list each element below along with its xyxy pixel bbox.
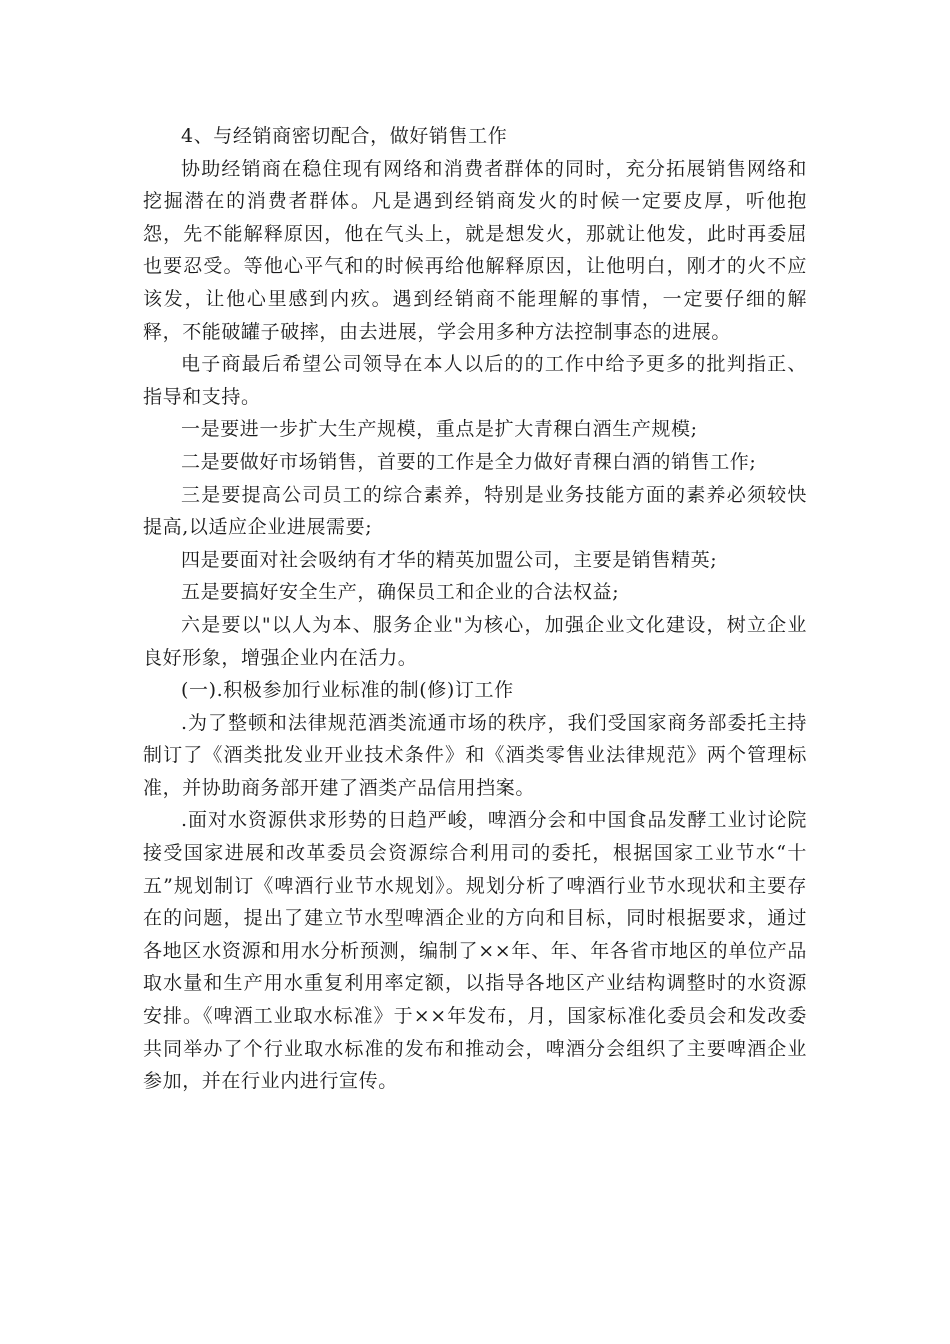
list-item-goal-3: 三是要提高公司员工的综合素养，特别是业务技能方面的素养必须较快提高,以适应企业进展需要; [143,483,807,539]
section-heading-dealer-cooperation: 4、与经销商密切配合，做好销售工作 [181,125,508,147]
list-item-goal-6: 六是要以"以人为本、服务企业"为核心，加强企业文化建设，树立企业良好形象，增强企业内在活力。 [143,613,807,669]
paragraph-liquor-market-standards: .为了整顿和法律规范酒类流通市场的秩序，我们受国家商务部委托主持制订了《酒类批发业开业技术条件》和《酒类零售业法律规范》两个管理标准，并协助商务部开建了酒类产品信用挡案。 [143,711,807,799]
paragraph-dealer-assistance: 协助经销商在稳住现有网络和消费者群体的同时，充分拓展销售网络和挖掘潜在的消费者群体。凡是遇到经销商发火的时候一定要皮厚，听他抱怨，先不能解释原因，他在气头上，就是想发火，那就让他发，此时再委屈也要忍受。等他心平气和的时候再给他解释原因，让他明白，刚才的火不应该发，让他心里感到内疚。遇到经销商不能理解的事情，一定要仔细的解释，不能破罐子破摔，由去进展，学会用多种方法控制事态的进展。 [143,157,807,343]
list-item-goal-1: 一是要进一步扩大生产规模，重点是扩大青稞白酒生产规模; [181,418,698,441]
list-item-goal-2: 二是要做好市场销售，首要的工作是全力做好青稞白酒的销售工作; [181,450,757,473]
document-body [143,120,807,1098]
section-heading-industry-standards: (一).积极参加行业标准的制(修)订工作 [181,679,514,702]
list-item-goal-4: 四是要面对社会吸纳有才华的精英加盟公司，主要是销售精英; [181,548,718,571]
paragraph-water-saving-plan: .面对水资源供求形势的日趋严峻，啤酒分会和中国食品发酵工业讨论院接受国家进展和改革委员会资源综合利用司的委托，根据国家工业节水“十五”规划制订《啤酒行业节水规划》。规划分析了啤酒行业节水现状和主要存在的问题，提出了建立节水型啤酒企业的方向和目标，同时根据要求，通过各地区水资源和用水分析预测，编制了××年、年、年各省市地区的单位产品取水量和生产用水重复利用率定额，以指导各地区产业结构调整时的水资源安排。《啤酒工业取水标准》于××年发布，月，国家标准化委员会和发改委共同举办了个行业取水标准的发布和推动会，啤酒分会组织了主要啤酒企业参加，并在行业内进行宣传。 [143,809,807,1093]
paragraph-leadership-hope: 电子商最后希望公司领导在本人以后的的工作中给予更多的批判指正、指导和支持。 [143,353,807,408]
list-item-goal-5: 五是要搞好安全生产，确保员工和企业的合法权益; [181,581,620,604]
